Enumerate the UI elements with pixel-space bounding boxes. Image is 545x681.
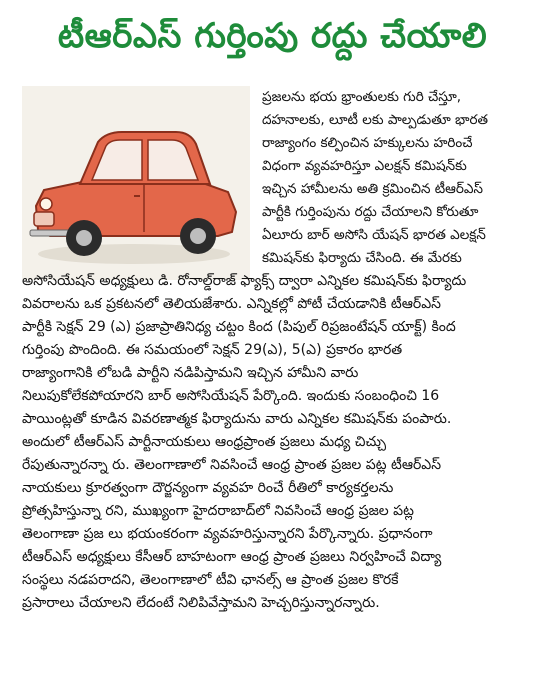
article-line: సంస్థలు నడపరాదని, తెలంగాణాలో టీవి ఛానల్స్ ఆ ప్రాంత ప్రజల కొరకే — [22, 572, 399, 588]
article-line: వివరాలను ఒక ప్రకటనలో తెలియజేశారు. ఎన్నికల్లో పోటీ చేయడానికి టీఆర్ఎస్ — [22, 296, 441, 312]
article-line: పార్టీకి గుర్తింపును రద్దు చేయాలని కోరుతూ — [262, 204, 479, 220]
article-line: దహనాలకు, లూటీ లకు పాల్పడుతూ భారత — [262, 112, 488, 128]
article-line: గుర్తింపు పొందింది. ఈ సమయంలో సెక్షన్ 29(ఎ), 5(ఎ) ప్రకారం భారత — [22, 342, 403, 358]
article-line: అసోసియేషన్ అధ్యక్షులు డి. రోనాల్డ్‌రాజ్ ఫ్యాక్స్ ద్వారా ఎన్నికల కమిషన్‌కు ఫిర్యాదు — [22, 273, 467, 289]
article-line: ప్రోత్సహిస్తున్నా రని, ముఖ్యంగా హైదరాబాద్‌లో నివసించే ఆంధ్ర ప్రజల పట్ల — [22, 503, 414, 519]
article-line: రాజ్యాంగం కల్పించిన హక్కులను హరించే — [262, 135, 473, 151]
article-line: రేపుతున్నారన్నా రు. తెలంగాణాలో నివసించే ఆంధ్ర ప్రాంత ప్రజల పట్ల టీఆర్ఎస్ — [22, 457, 442, 473]
article-line: నిలుపుకోలేకపోయారని బార్ అసోసియేషన్ పేర్కొంది. ఇందుకు సంబంధించి 16 — [22, 388, 440, 404]
article-line: కమిషన్‌కు ఫిర్యాదు చేసింది. ఈ మేరకు — [262, 250, 462, 266]
article-line: ప్రసారాలు చేయాలని లేదంటే నిలిపివేస్తామని హెచ్చరిస్తున్నారన్నారు. — [22, 595, 380, 611]
article-line: పాయింట్లతో కూడిన వివరణాత్మక ఫిర్యాదును వారు ఎన్నికల కమిషన్‌కు పంపారు. — [22, 411, 452, 427]
headline: టీఆర్ఎస్ గుర్తింపు రద్దు చేయాలి — [57, 16, 488, 56]
article-line: నాయకులు క్రూరత్వంగా దౌర్జన్యంగా వ్యవహ రించే రీతిలో కార్యకర్తలను — [22, 480, 394, 496]
article-body — [22, 86, 532, 680]
article-line: ప్రజలను భయ భ్రాంతులకు గురి చేస్తూ, — [262, 89, 462, 105]
article-line: తెలంగాణా ప్రజ లు భయంకరంగా వ్యవహరిస్తున్నారని పేర్కొన్నారు. ప్రధానంగా — [22, 526, 433, 542]
article-line: ఏలూరు బార్ అసోసి యేషన్ భారత ఎలక్షన్ — [262, 227, 486, 243]
article-line: రాజ్యాంగానికి లోబడి పార్టీని నడిపిస్తామని ఇచ్చిన హామీని వారు — [22, 365, 359, 381]
article-line: విధంగా వ్యవహరిస్తూ ఎలక్షన్ కమిషన్‌కు — [262, 158, 467, 174]
article-line: పార్టీకి సెక్షన్ 29 (ఎ) ప్రజాప్రాతినిధ్య చట్టం కింద (పిపుల్ రిప్రజంటేషన్ యాక్ట్) కింద — [22, 319, 456, 335]
article-line: అందులో టీఆర్ఎస్ పార్టీనాయకులు ఆంధ్రప్రాంత ప్రజలు మధ్య చిచ్చు — [22, 434, 387, 450]
article-line: టీఆర్ఎస్ అధ్యక్షులు కేసీఆర్ బాహటంగా ఆంధ్ర ప్రాంత ప్రజలు నిర్వహించే విద్యా — [22, 549, 442, 565]
article-line: ఇచ్చిన హామీలను అతి క్రమించిన టీఆర్ఎస్ — [262, 181, 484, 197]
